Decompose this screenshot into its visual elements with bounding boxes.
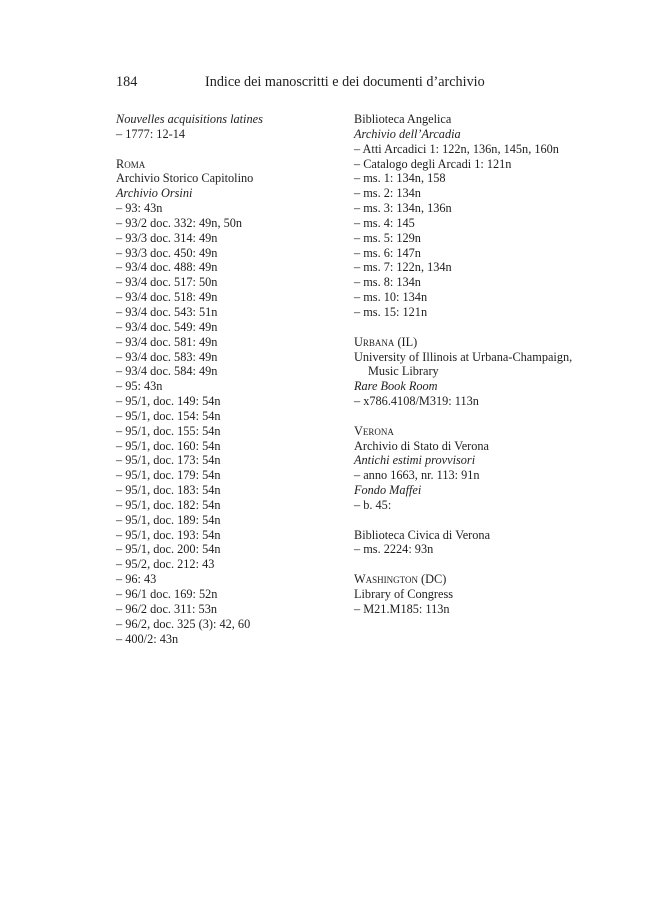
index-entry: – 93/4 doc. 581: 49n [116,334,218,349]
index-entry: Biblioteca Civica di Verona [354,527,491,542]
index-entry: – 95/1, doc. 200: 54n [116,542,221,557]
index-entry: Archivio Orsini [116,186,193,201]
spacer [354,320,594,335]
index-entry: – ms. 15: 121n [354,304,428,319]
index-column-left [116,112,326,646]
running-title: Indice dei manoscritti e dei documenti d’archivio [205,74,485,90]
page-number: 184 [116,74,138,90]
index-entry: – 95/1, doc. 182: 54n [116,497,221,512]
index-place-heading: Washington (DC) [354,572,447,587]
spacer [354,513,594,528]
index-place-heading: Urbana (IL) [354,334,418,349]
index-entry: – ms. 2224: 93n [354,542,434,557]
index-entry: – b. 45: [354,497,392,512]
index-entry: – 95/2, doc. 212: 43 [116,557,215,572]
index-column-right [354,112,594,617]
running-header [116,74,536,94]
index-entry: – 93/4 doc. 583: 49n [116,349,218,364]
index-entry: – ms. 2: 134n [354,186,421,201]
index-entry: – anno 1663, nr. 113: 91n [354,468,480,483]
index-entry: – ms. 8: 134n [354,275,421,290]
index-entry: University of Illinois at Urbana-Champaign, [354,349,573,364]
index-entry: – 400/2: 43n [116,631,179,646]
index-entry: – 95/1, doc. 155: 54n [116,423,221,438]
index-entry: – 93: 43n [116,201,163,216]
index-entry: – 93/4 doc. 549: 49n [116,319,218,334]
index-entry: – 96: 43 [116,572,157,587]
index-entry: Antichi estimi provvisori [354,453,476,468]
spacer [116,142,326,157]
index-entry: – 96/2, doc. 325 (3): 42, 60 [116,616,251,631]
index-entry: – 95/1, doc. 154: 54n [116,408,221,423]
spacer [354,557,594,572]
index-entry: – 95/1, doc. 149: 54n [116,394,221,409]
index-entry: – 95: 43n [116,379,163,394]
index-entry: Fondo Maffei [354,483,422,498]
index-entry: Nouvelles acquisitions latines [116,112,263,126]
index-entry: – 93/4 doc. 517: 50n [116,275,218,290]
index-entry: Archivio di Stato di Verona [354,438,490,453]
index-entry: – ms. 3: 134n, 136n [354,201,452,216]
index-entry: Rare Book Room [354,379,438,394]
index-entry: – 95/1, doc. 183: 54n [116,483,221,498]
index-entry: Biblioteca Angelica [354,112,452,126]
index-entry: – 93/4 doc. 488: 49n [116,260,218,275]
index-entry: – ms. 4: 145 [354,215,415,230]
index-entry: – Atti Arcadici 1: 122n, 136n, 145n, 160n [354,141,559,156]
index-entry: – 96/2 doc. 311: 53n [116,601,217,616]
index-entry: – 1777: 12-14 [116,126,185,141]
index-entry: Archivio Storico Capitolino [116,171,254,186]
index-place-heading: Verona [354,423,394,438]
index-entry: – ms. 10: 134n [354,290,428,305]
index-place-heading: Roma [116,156,146,171]
index-entry: – ms. 7: 122n, 134n [354,260,452,275]
index-entry: – Catalogo degli Arcadi 1: 121n [354,156,512,171]
spacer [354,409,594,424]
index-entry: – ms. 1: 134n, 158 [354,171,446,186]
index-entry: – 95/1, doc. 193: 54n [116,527,221,542]
index-entry: – 93/4 doc. 543: 51n [116,304,218,319]
index-entry: – x786.4108/M319: 113n [354,394,479,409]
index-entry: – ms. 5: 129n [354,230,421,245]
index-entry: – ms. 6: 147n [354,245,421,260]
index-entry: – 93/3 doc. 450: 49n [116,245,218,260]
index-entry: – M21.M185: 113n [354,601,450,616]
index-entry: Library of Congress [354,587,454,601]
index-entry: – 96/1 doc. 169: 52n [116,587,218,601]
index-entry: – 95/1, doc. 173: 54n [116,453,221,468]
index-entry: Music Library [368,364,439,379]
index-entry: – 93/4 doc. 584: 49n [116,364,218,379]
index-entry: Archivio dell’Arcadia [354,126,461,141]
index-entry: – 95/1, doc. 189: 54n [116,512,221,527]
index-entry: – 93/3 doc. 314: 49n [116,230,218,245]
index-entry: – 95/1, doc. 160: 54n [116,438,221,453]
index-entry: – 93/2 doc. 332: 49n, 50n [116,215,243,230]
index-entry: – 93/4 doc. 518: 49n [116,290,218,305]
index-entry: – 95/1, doc. 179: 54n [116,468,221,483]
